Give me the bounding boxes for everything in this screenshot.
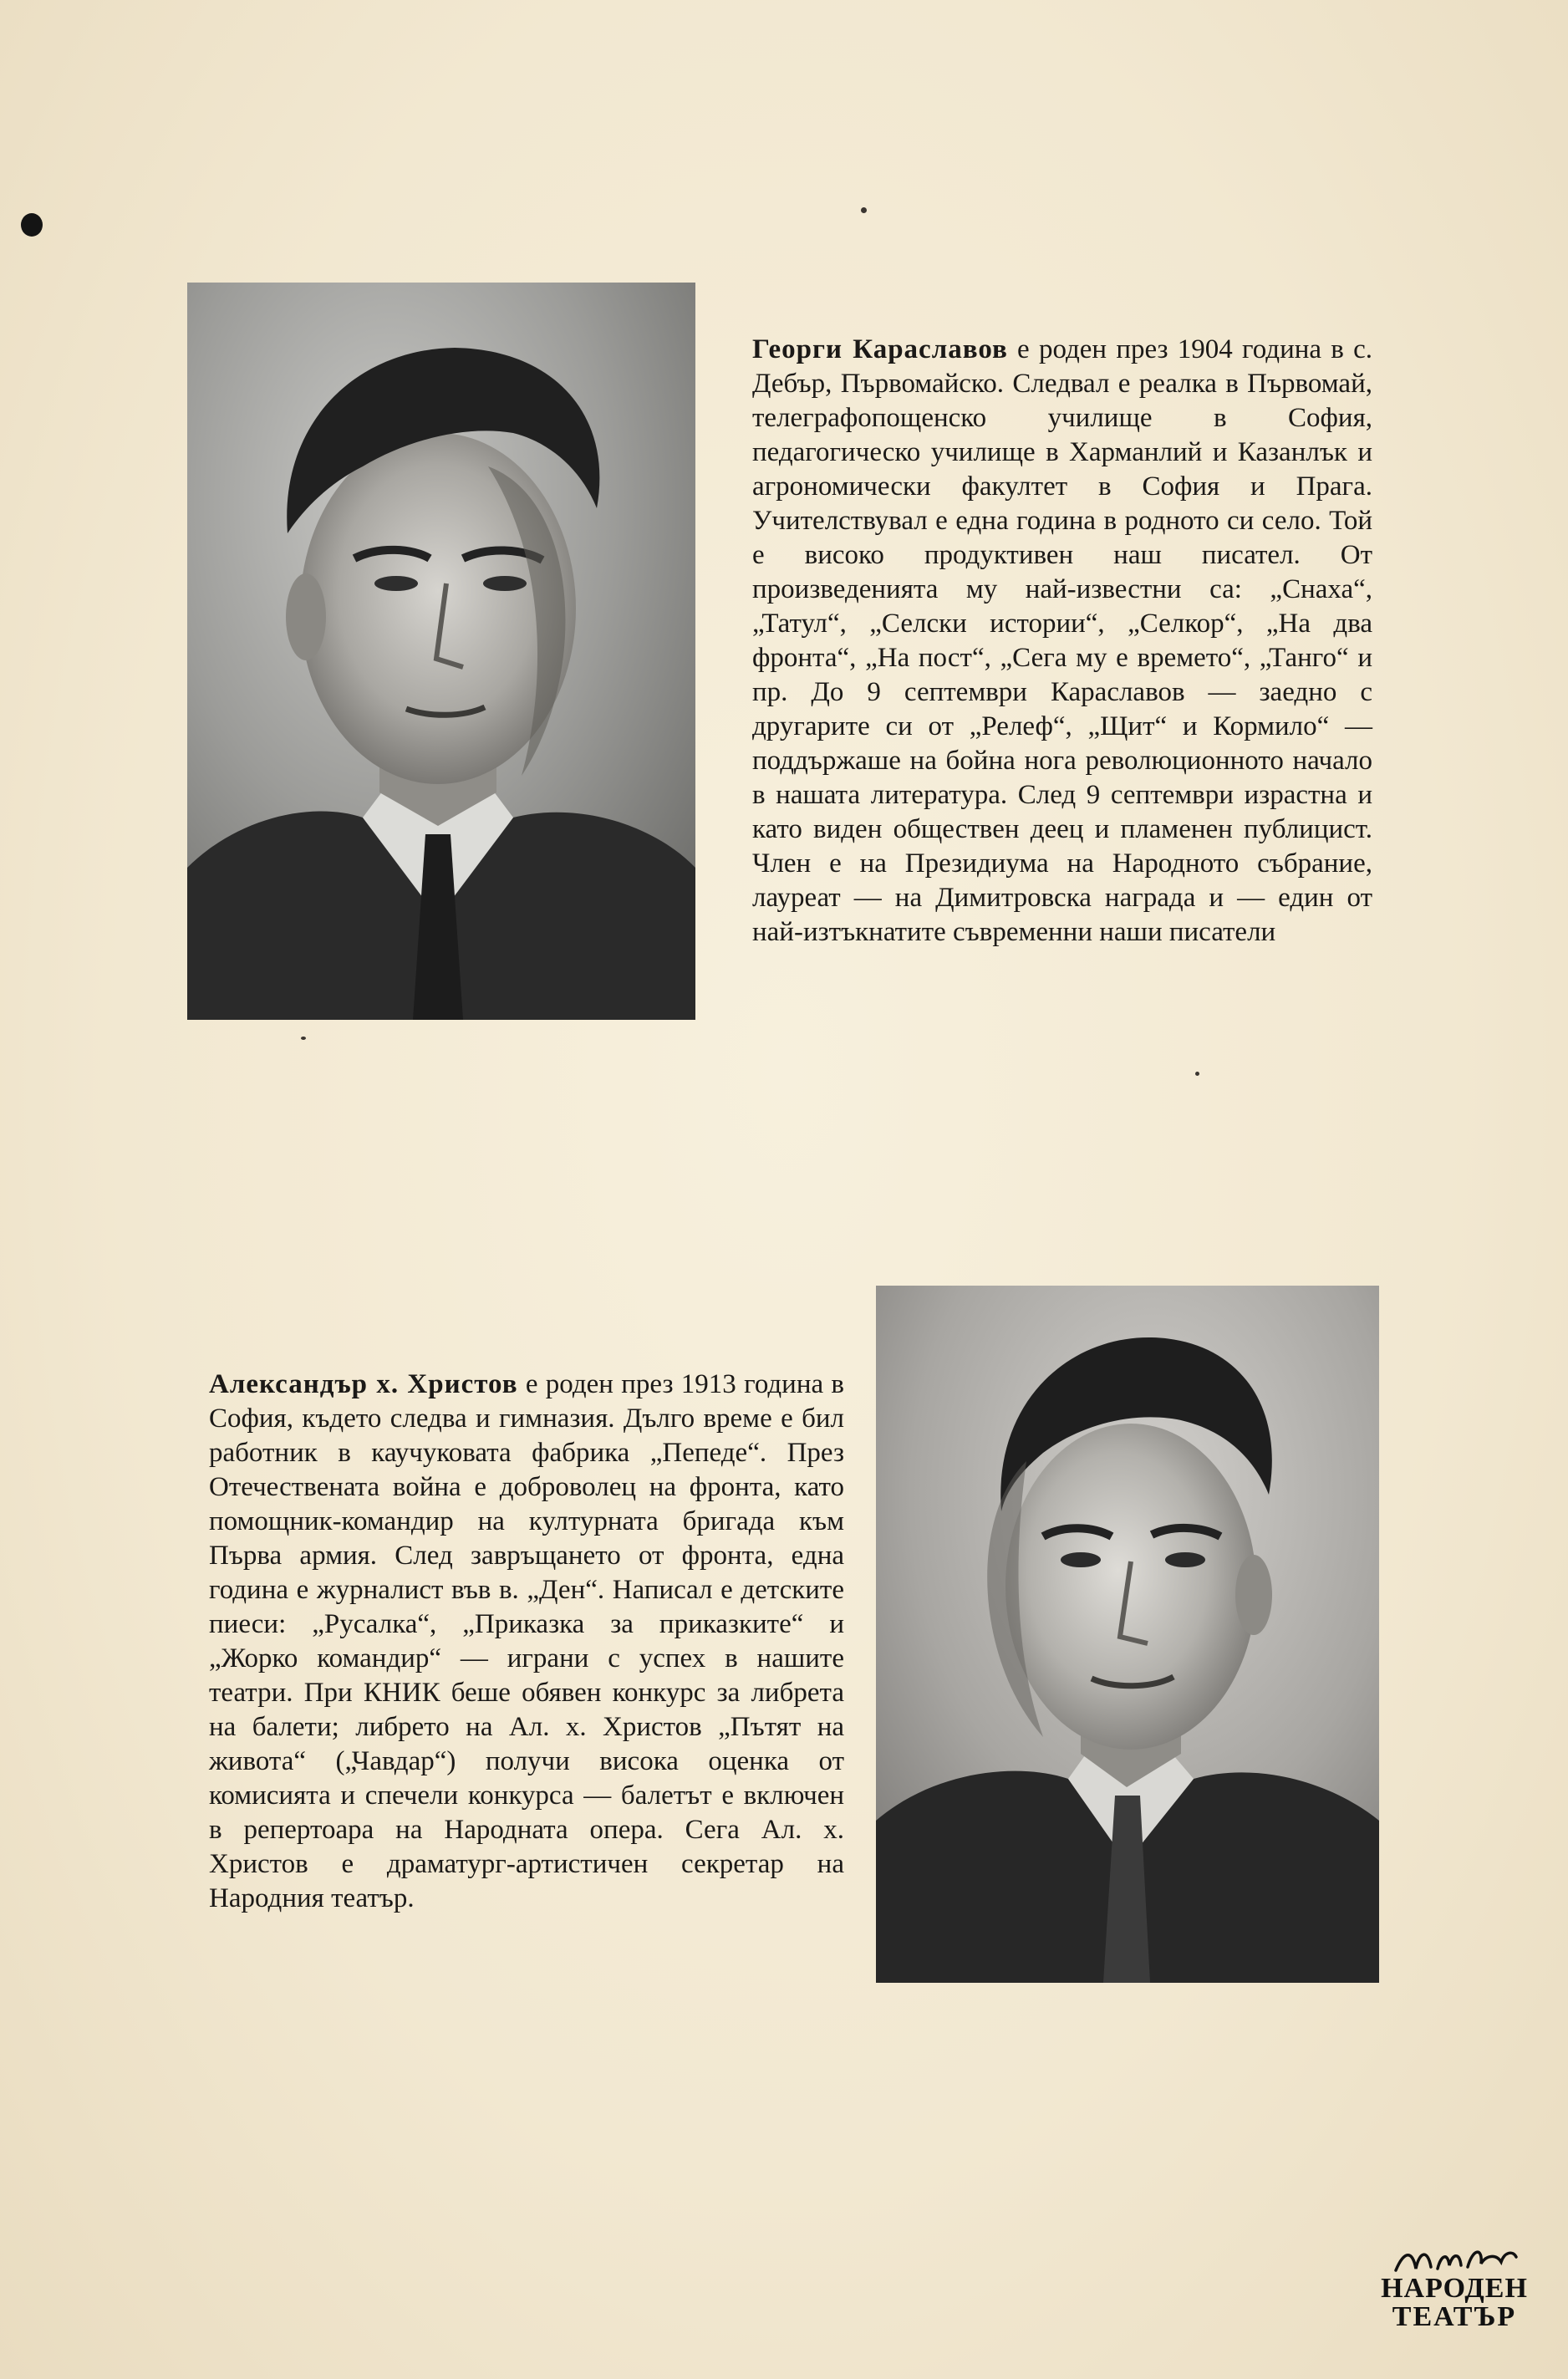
paper-speck (301, 1037, 306, 1040)
author-name: Александър х. Христов (209, 1369, 518, 1399)
paper-speck (1195, 1072, 1199, 1076)
portrait-photo (876, 1286, 1379, 1983)
portrait-photo (187, 283, 695, 1020)
logo-line-2: ТЕАТЪР (1392, 2301, 1517, 2332)
logo-line-1: НАРОДЕН (1381, 2273, 1528, 2304)
theatre-logo (1379, 2244, 1530, 2336)
biography-text: е роден през 1904 година в с. Дебър, Първомайско. Следвал е реалка в Първомай, телеграфопощенско училище в София, педагогическо училище в Харманлий и Казанлък и агрономически факултет в София и Прага. Учителствувал е една година в родното си село. Той е високо продуктивен наш писател. От произведенията му най-известни са: „Снаха“, „Татул“, „Селски истории“, „Селкор“, „На два фронта“, „На пост“, „Сега му е времето“, „Танго“ и пр. До 9 септември Караславов — заедно с другарите си от „Релеф“, „Щит“ и Кормило“ — поддържаше на бойна нога революционното начало в нашата литература. След 9 септември израстна и като виден обществен деец и пламенен публицист. Член е на Президиума на Народното събрание, лауреат — на Димитровска награда и — един от най-изтъкнатите съвременни наши писатели (752, 334, 1372, 947)
signature-icon (1379, 2244, 1530, 2277)
punch-hole (21, 213, 43, 237)
biography-hristov (209, 1368, 844, 1916)
author-name: Георги Караславов (752, 334, 1008, 364)
biography-karaslavov (752, 333, 1372, 950)
paper-speck (861, 207, 867, 213)
biography-text: е роден през 1913 година в София, където следва и гимназия. Дълго време е бил работник в каучуковата фабрика „Пепеде“. През Отечествената война е доброволец на фронта, като помощник-командир на културната бригада към Първа армия. След завръщането от фронта, една година е журналист във в. „Ден“. Написал е детските пиеси: „Русалка“, „Приказка за приказките“ и „Жорко командир“ — играни с успех в нашите театри. При КНИК беше обявен конкурс за либрета на балети; либрето на Ал. х. Христов „Пътят на живота“ („Чавдар“) получи висока оценка от комисията и спечели конкурса — балетът е включен в репертоара на Народната опера. Сега Ал. х. Христов е драматург-артистичен секретар на Народния театър. (209, 1369, 845, 1913)
